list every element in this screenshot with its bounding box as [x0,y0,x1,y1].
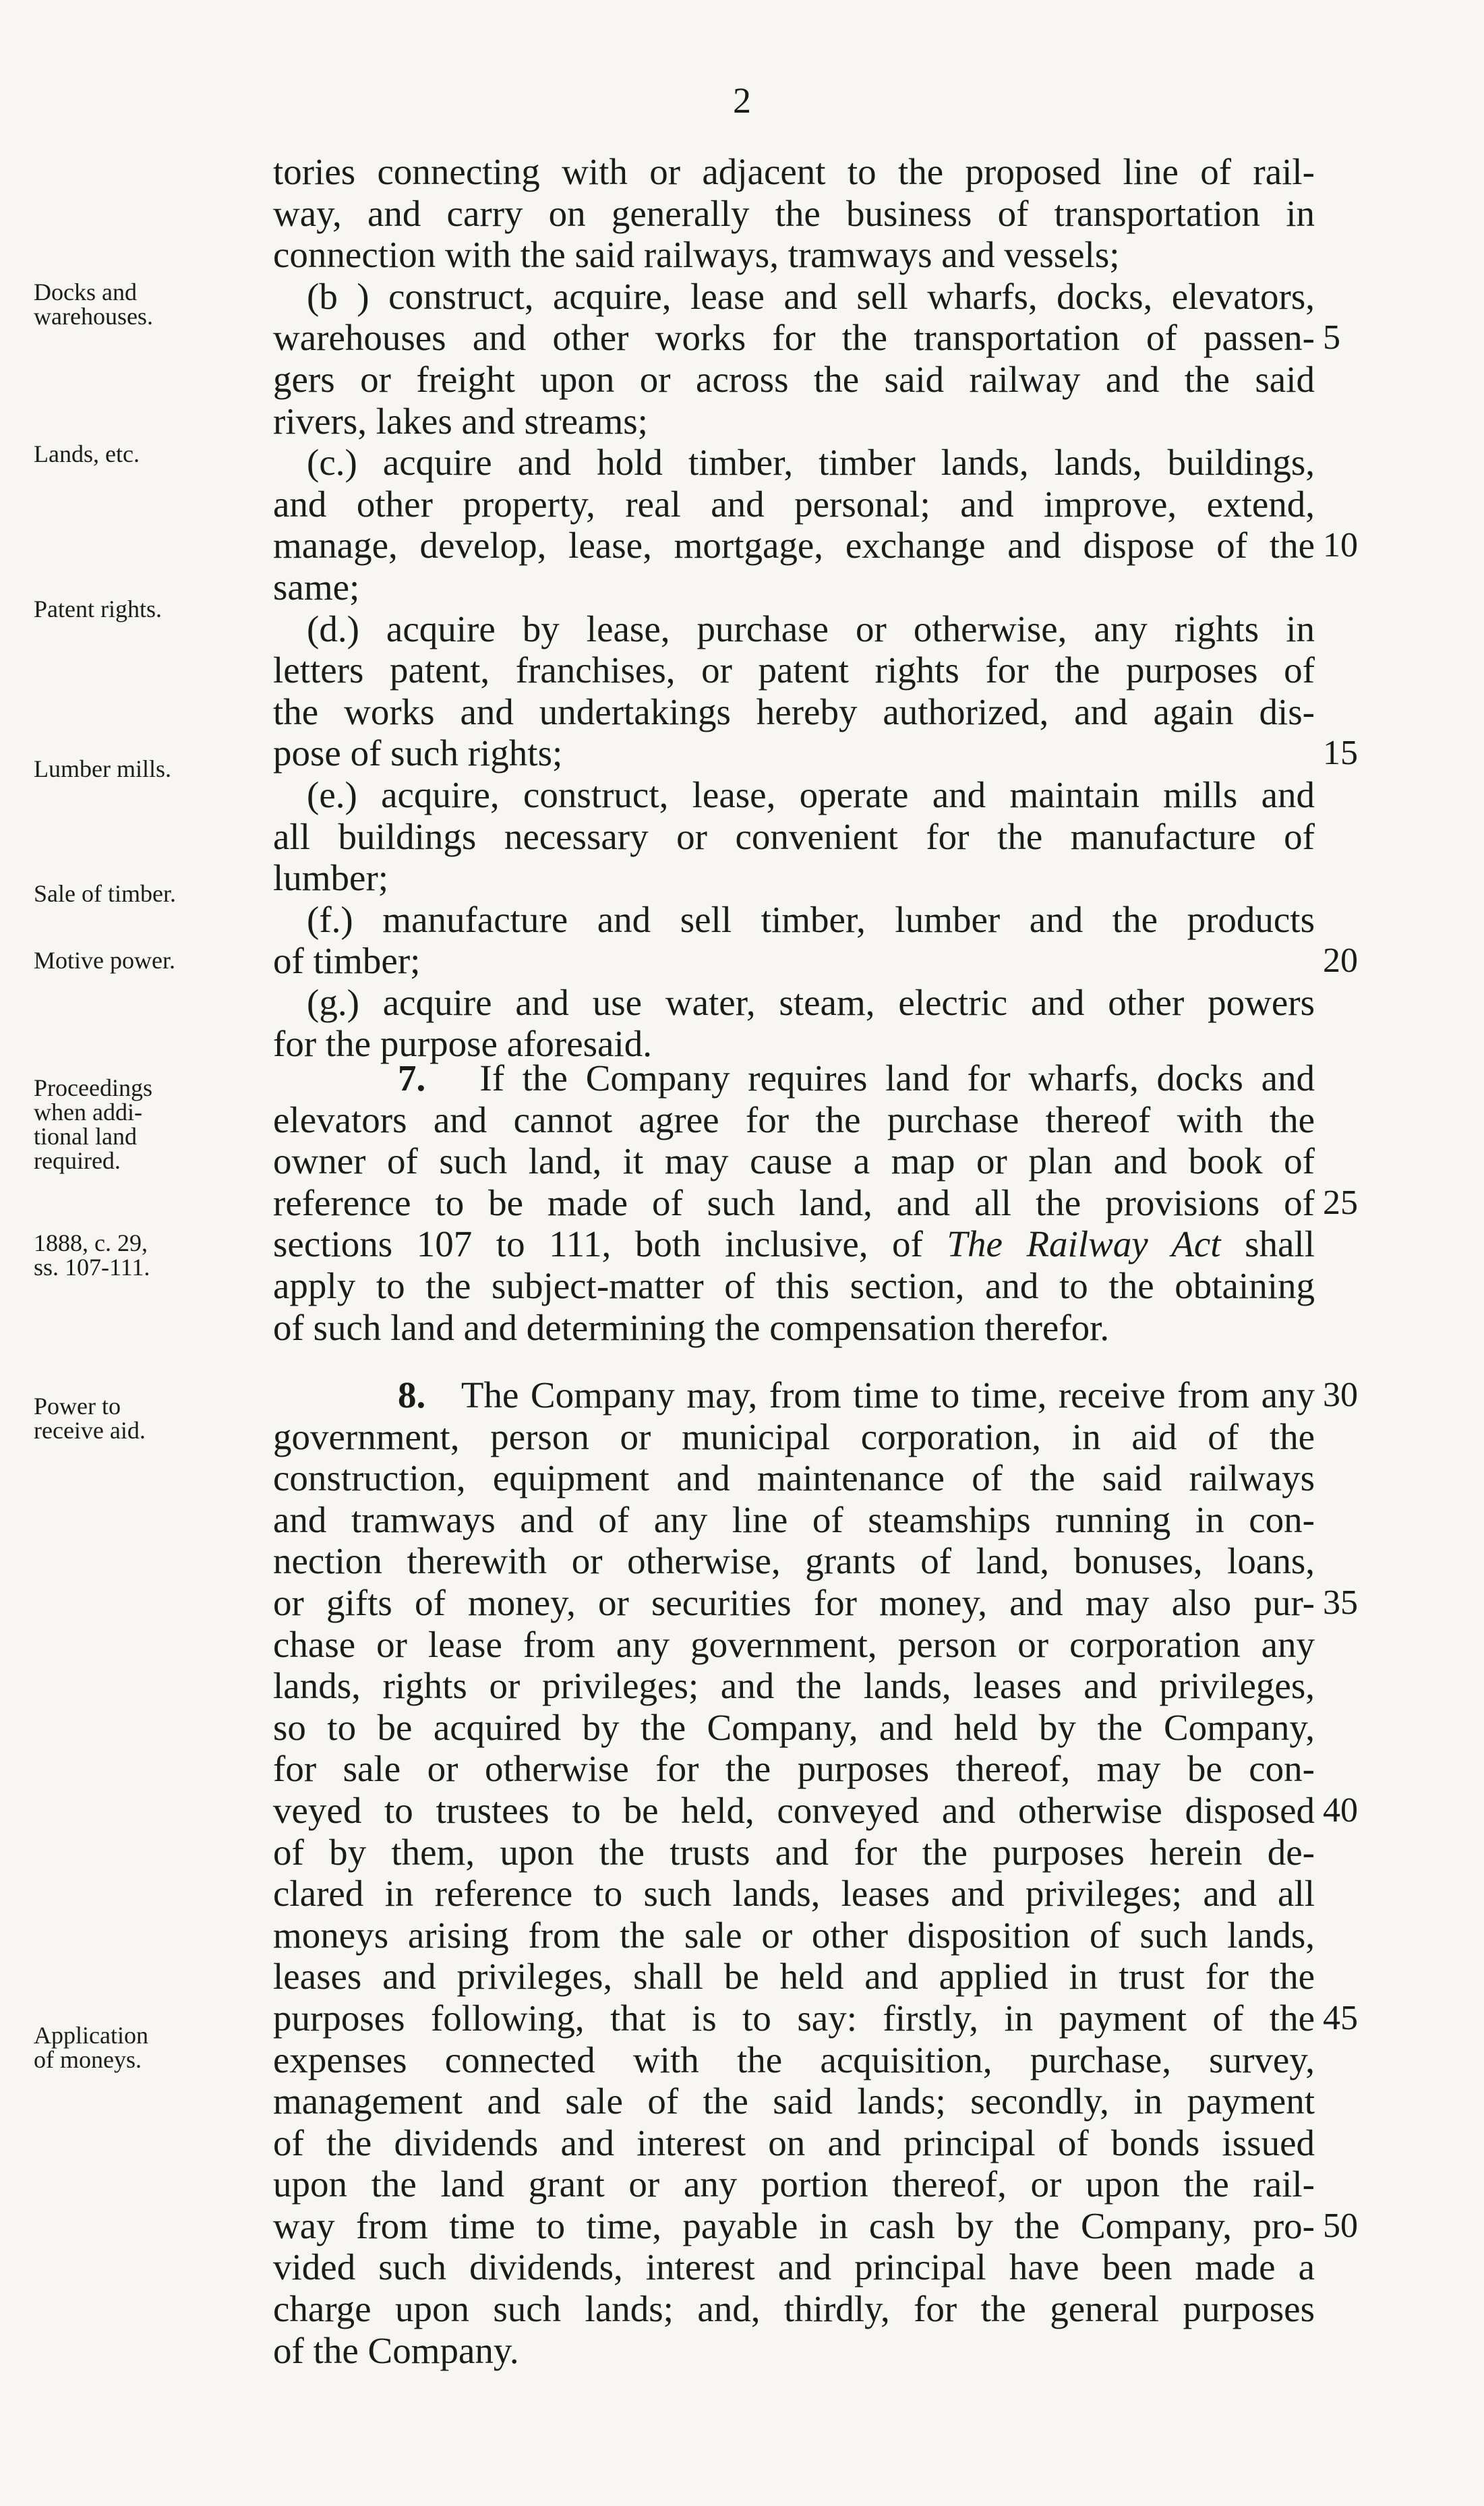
text-line: warehouses and other works for the transportation of passen- [273,317,1315,359]
margin-note-power-to-receive-aid [34,1394,256,1443]
text-line: (g.) acquire and use water, steam, electric and other powers [307,981,1315,1023]
margin-note-line: Power to [34,1393,121,1420]
margin-note-patent-rights [34,597,256,621]
text-line [273,1057,1315,1099]
margin-note-line: when addi- [34,1099,142,1126]
text-line: vided such dividends, interest and principal have been made a [273,2246,1315,2288]
margin-note-line: required. [34,1147,121,1174]
text-line: rivers, lakes and streams; [273,400,648,442]
margin-note-line: Lumber mills. [34,755,171,782]
margin-note-sale-of-timber [34,881,256,906]
text-line: (b ) construct, acquire, lease and sell wharfs, docks, elevators, [307,275,1315,317]
text-line: manage, develop, lease, mortgage, exchange and dispose of the [273,525,1315,566]
margin-note-line: Sale of timber. [34,880,176,907]
text-line: of timber; [273,940,421,982]
text-line: moneys arising from the sale or other disposition of such lands, [273,1914,1315,1956]
text-run: If the Company requires land for wharfs, docks and [479,1057,1315,1099]
text-line: pose of such rights; [273,732,563,774]
margin-note-line: Proceedings [34,1074,152,1101]
text-run: The Company may, from time to time, receive from any [461,1374,1315,1416]
margin-note-line: Docks and [34,279,137,305]
text-run: sections 107 to 111, both inclusive, of [273,1223,947,1265]
text-line: for the purpose aforesaid. [273,1023,653,1065]
text-run: shall [1220,1223,1315,1265]
text-line: of by them, upon the trusts and for the purposes herein de- [273,1831,1315,1873]
margin-note-line: warehouses. [34,303,153,330]
text-line: and other property, real and personal; and improve, extend, [273,483,1315,525]
margin-note-line: Patent rights. [34,595,162,622]
text-line: apply to the subject-matter of this section, and to the obtaining [273,1264,1315,1306]
text-line: for sale or otherwise for the purposes thereof, may be con- [273,1748,1315,1790]
text-line: owner of such land, it may cause a map or plan and book of [273,1140,1315,1182]
margin-note-line: ss. 107-111. [34,1254,150,1281]
margin-note-line: 1888, c. 29, [34,1229,148,1256]
line-number: 25 [1323,1184,1358,1222]
margin-note-line: tional land [34,1123,137,1150]
margin-note-statute [34,1231,256,1279]
text-line: the works and undertakings hereby authorized, and again dis- [273,691,1315,732]
section-number: 8. [398,1374,426,1416]
text-line [273,1223,1315,1265]
text-line: gers or freight upon or across the said railway and the said [273,358,1315,400]
line-number: 35 [1323,1583,1358,1622]
margin-note-proceedings [34,1076,256,1173]
text-line: expenses connected with the acquisition, purchase, survey, [273,2039,1315,2080]
text-line: same; [273,566,360,608]
text-line: lands, rights or privileges; and the lands, leases and privileges, [273,1665,1315,1707]
margin-note-lands [34,442,256,466]
section-number: 7. [398,1057,426,1099]
line-number: 15 [1323,734,1358,772]
margin-note-line: Lands, etc. [34,440,140,467]
text-line: way from time to time, payable in cash by the Company, pro- [273,2205,1315,2246]
text-line: management and sale of the said lands; secondly, in payment [273,2080,1315,2122]
text-line: or gifts of money, or securities for money, and may also pur- [273,1581,1315,1623]
page-number: 2 [733,80,751,121]
text-line: upon the land grant or any portion thereof, or upon the rail- [273,2163,1315,2205]
text-line: of such land and determining the compensation therefor. [273,1306,1110,1348]
act-title: The Railway Act [947,1223,1221,1265]
line-number: 50 [1323,2207,1358,2245]
margin-note-line: Application [34,2022,148,2049]
text-line: letters patent, franchises, or patent rights for the purposes of [273,649,1315,691]
line-number: 30 [1323,1376,1358,1414]
text-line: chase or lease from any government, person or corporation any [273,1623,1315,1665]
section-8 [273,1374,1315,2371]
text-line: of the dividends and interest on and principal of bonds issued [273,2122,1315,2163]
text-line: nection therewith or otherwise, grants of land, bonuses, loans, [273,1540,1315,1582]
margin-note-motive-power [34,948,256,972]
text-line: leases and privileges, shall be held and applied in trust for the [273,1956,1315,1998]
line-number: 40 [1323,1791,1358,1830]
text-line: connection with the said railways, tramways and vessels; [273,234,1120,276]
line-number: 45 [1323,1999,1358,2037]
text-line: (f.) manufacture and sell timber, lumber and the products [307,898,1315,940]
text-line: reference to be made of such land, and all the provisions of [273,1182,1315,1223]
margin-note-docks [34,280,256,328]
text-line: (d.) acquire by lease, purchase or otherwise, any rights in [307,608,1315,649]
text-line: lumber; [273,857,389,899]
line-number: 10 [1323,526,1358,564]
text-line: charge upon such lands; and, thirdly, for the general purposes [273,2288,1315,2330]
text-line: clared in reference to such lands, leases and privileges; and all [273,1873,1315,1915]
margin-note-line: receive aid. [34,1417,146,1444]
line-number: 20 [1323,941,1358,980]
text-line: of the Company. [273,2329,519,2371]
section-7 [273,1057,1315,1348]
text-line: so to be acquired by the Company, and held by the Company, [273,1706,1315,1748]
section-6-continuation [273,151,1315,1065]
text-line: veyed to trustees to be held, conveyed and otherwise disposed [273,1789,1315,1831]
text-line: tories connecting with or adjacent to the proposed line of rail- [273,151,1315,192]
text-line: (e.) acquire, construct, lease, operate and maintain mills and [307,774,1315,815]
text-line: construction, equipment and maintenance of the said railways [273,1457,1315,1499]
text-line: purposes following, that is to say: firstly, in payment of the [273,1997,1315,2039]
text-line: all buildings necessary or convenient for the manufacture of [273,815,1315,857]
margin-note-line: Motive power. [34,947,175,974]
text-line: government, person or municipal corporation, in aid of the [273,1416,1315,1457]
text-line [273,1374,1315,1416]
text-line: elevators and cannot agree for the purchase thereof with the [273,1099,1315,1140]
text-line: and tramways and of any line of steamships running in con- [273,1498,1315,1540]
line-number: 5 [1323,318,1340,357]
text-line: (c.) acquire and hold timber, timber lands, lands, buildings, [307,442,1315,484]
margin-note-application [34,2023,256,2072]
margin-note-lumber-mills [34,757,256,781]
margin-note-line: of moneys. [34,2046,142,2073]
text-line: way, and carry on generally the business of transportation in [273,192,1315,234]
